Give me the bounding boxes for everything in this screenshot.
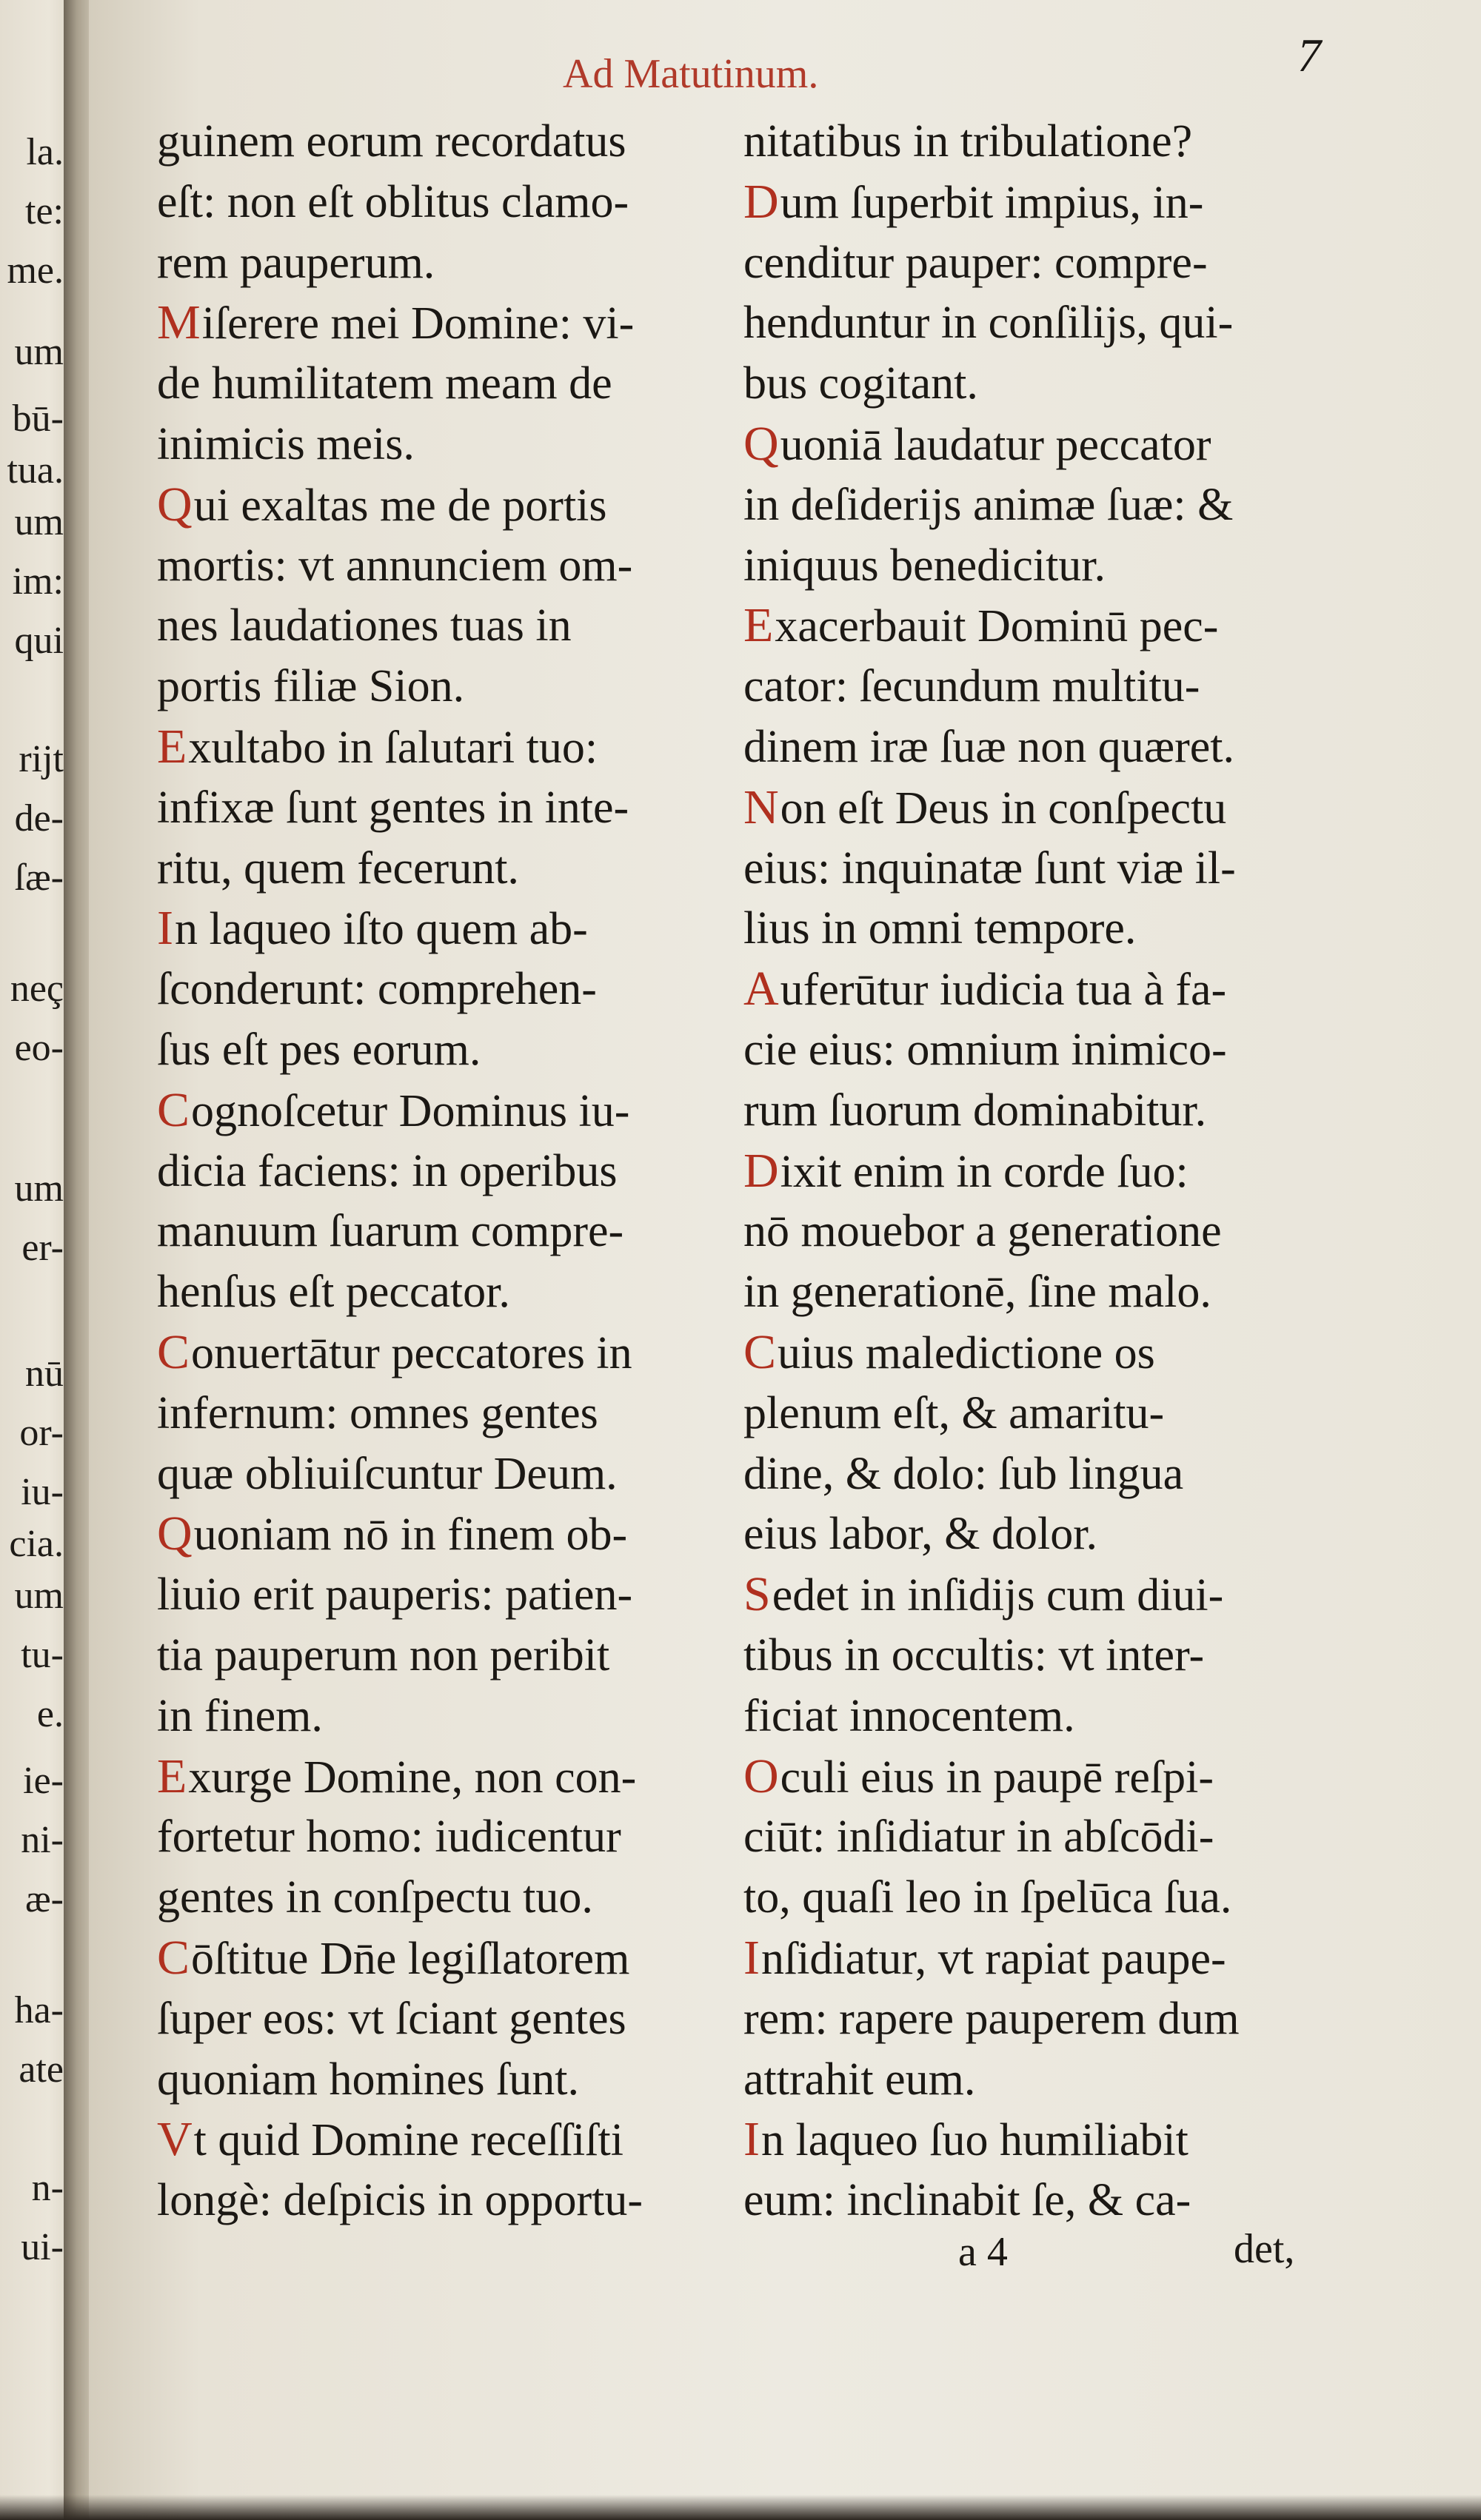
margin-fragment: um — [14, 1167, 64, 1210]
margin-fragment: qui — [14, 620, 64, 662]
line-text: dine, & dolo: ſub lingua — [743, 1448, 1184, 1499]
line-text: liuio erit pauperis: patien- — [157, 1569, 633, 1621]
line-text: eſt: non eſt oblitus clamo- — [157, 176, 629, 227]
line-text: quæ obliuiſcuntur Deum. — [157, 1448, 618, 1499]
rubricated-initial: D — [743, 1143, 779, 1198]
line-text: uferūtur iudicia tua à fa- — [780, 965, 1227, 1016]
line-text: gentes in conſpectu tuo. — [157, 1872, 593, 1923]
margin-fragment: um — [14, 331, 64, 373]
line-text: plenum eſt, & amaritu- — [743, 1387, 1165, 1438]
line-text: rum ſuorum dominabitur. — [743, 1085, 1207, 1136]
text-line — [157, 1141, 618, 1202]
line-text: nō mouebor a generatione — [743, 1206, 1222, 1257]
line-text: ixit enim in corde ſuo: — [780, 1146, 1189, 1197]
rubricated-initial: S — [743, 1567, 771, 1622]
line-text: in generationē, ſine malo. — [743, 1267, 1211, 1318]
line-text: dinem iræ ſuæ non quæret. — [743, 722, 1235, 772]
text-line — [157, 656, 464, 717]
margin-fragment: tua. — [7, 449, 64, 492]
line-text: edet in inſidijs cum diui- — [772, 1570, 1224, 1621]
line-text: in deſiderijs animæ ſuæ: & — [743, 479, 1234, 530]
text-line — [743, 898, 1136, 959]
line-text: xultabo in ſalutari tuo: — [188, 723, 598, 773]
text-line — [157, 1444, 618, 1504]
line-text: fortetur homo: iudicentur — [157, 1812, 621, 1863]
text-line — [157, 898, 588, 959]
text-line — [157, 1928, 629, 1988]
line-text: ſconderunt: comprehen- — [157, 964, 597, 1015]
line-text: um ſuperbit impius, in- — [780, 177, 1204, 228]
margin-fragment: ate — [19, 2048, 64, 2091]
line-text: eius labor, & dolor. — [743, 1509, 1097, 1560]
line-text: henſus eſt peccator. — [157, 1267, 510, 1318]
line-text: ficiat innocentem. — [743, 1690, 1075, 1741]
margin-fragment: ni- — [21, 1819, 64, 1861]
line-text: inimicis meis. — [157, 419, 415, 469]
text-line — [157, 1686, 323, 1746]
line-text: nes laudationes tuas in — [157, 600, 572, 651]
rubricated-initial: C — [157, 1931, 190, 1985]
margin-fragment: rijt — [19, 738, 64, 780]
line-text: ſus eſt pes eorum. — [157, 1025, 481, 1075]
text-line — [157, 1019, 481, 1080]
line-text: cie eius: omnium inimico- — [743, 1025, 1227, 1075]
line-text: to, quaſi leo in ſpelūca ſua. — [743, 1872, 1232, 1923]
text-line — [157, 353, 612, 414]
text-line — [743, 1686, 1075, 1746]
text-line — [157, 717, 598, 777]
rubricated-initial: E — [743, 598, 774, 653]
line-text: xacerbauit Dominū pec- — [775, 601, 1219, 652]
line-text: ſuper eos: vt ſciant gentes — [157, 1993, 626, 2044]
line-text: portis filiæ Sion. — [157, 661, 465, 712]
margin-fragment: nū — [25, 1353, 64, 1395]
rubricated-initial: O — [743, 1749, 779, 1803]
line-text: infernum: omnes gentes — [157, 1387, 598, 1438]
text-line — [157, 475, 607, 535]
line-text: cenditur pauper: compre- — [743, 237, 1208, 288]
text-line — [743, 595, 1218, 656]
text-line — [157, 1322, 632, 1383]
margin-fragment: la. — [26, 131, 64, 173]
margin-fragment: iu- — [21, 1471, 64, 1513]
margin-fragment: te: — [25, 190, 64, 232]
line-text: guinem eorum recordatus — [157, 116, 626, 167]
text-line — [743, 172, 1203, 232]
text-line — [157, 1564, 632, 1625]
line-text: henduntur in conſilijs, qui- — [743, 298, 1234, 349]
rubricated-initial: M — [157, 295, 201, 350]
margin-fragment: ha- — [14, 1989, 64, 2031]
line-text: quoniam homines ſunt. — [157, 2054, 580, 2105]
rubricated-initial: I — [743, 2112, 760, 2167]
rubricated-initial: Q — [743, 417, 779, 471]
text-line — [743, 353, 978, 414]
line-text: manuum ſuarum compre- — [157, 1206, 624, 1257]
margin-fragment: um — [14, 501, 64, 543]
text-line — [157, 777, 629, 838]
line-text: iniquus benedicitur. — [743, 540, 1106, 591]
rubricated-initial: E — [157, 720, 187, 774]
text-line — [743, 959, 1226, 1019]
margin-fragment: me. — [7, 249, 64, 292]
text-line — [157, 2109, 624, 2170]
line-text: infixæ ſunt gentes in inte- — [157, 782, 629, 833]
line-text: dicia faciens: in operibus — [157, 1145, 618, 1196]
margin-fragment: bū- — [12, 398, 64, 440]
rubricated-initial: C — [743, 1325, 777, 1379]
margin-fragment: n- — [31, 2167, 64, 2209]
text-line — [743, 292, 1233, 353]
rubricated-initial: Q — [157, 477, 193, 532]
running-head: Ad Matutinum. — [563, 51, 819, 97]
rubricated-initial: I — [743, 1931, 760, 1985]
margin-fragment: im: — [12, 560, 64, 603]
text-line — [743, 535, 1106, 596]
text-line — [743, 2109, 1189, 2170]
line-text: de humilitatem meam de — [157, 358, 612, 409]
line-text: ui exaltas me de portis — [193, 480, 607, 531]
line-text: eum: inclinabit ſe, & ca- — [743, 2175, 1191, 2226]
text-line — [743, 475, 1233, 535]
line-text: ciūt: inſidiatur in abſcōdi- — [743, 1812, 1214, 1863]
text-line — [157, 232, 435, 293]
text-line — [157, 1988, 626, 2049]
rubricated-initial: C — [157, 1082, 190, 1137]
line-text: eius: inquinatæ ſunt viæ il- — [743, 842, 1236, 894]
text-line — [157, 1261, 510, 1322]
line-text: ōſtitue Dn̄e legiſlatorem — [191, 1934, 630, 1984]
text-line — [743, 1201, 1222, 1261]
line-text: uoniā laudatur peccator — [780, 420, 1211, 470]
text-line — [743, 1564, 1223, 1625]
text-line — [743, 111, 1192, 172]
margin-fragment: cia. — [9, 1523, 64, 1565]
text-line — [157, 172, 629, 232]
text-line — [157, 838, 519, 899]
text-line — [743, 838, 1236, 899]
text-line — [743, 656, 1200, 717]
margin-fragment: neç — [10, 968, 64, 1010]
text-line — [743, 1019, 1227, 1080]
rubricated-initial: I — [157, 901, 173, 956]
text-line — [157, 2049, 579, 2110]
margin-fragment: or- — [19, 1412, 64, 1454]
text-line — [743, 1383, 1164, 1444]
text-line — [743, 2170, 1191, 2231]
line-text: tia pauperum non peribit — [157, 1630, 610, 1680]
text-line — [743, 1867, 1231, 1928]
margin-fragment: æ- — [25, 1878, 64, 1920]
text-line — [157, 1201, 624, 1261]
text-line — [743, 1080, 1206, 1141]
text-line — [743, 777, 1226, 838]
line-text: t quid Domine receſſiſti — [193, 2115, 624, 2166]
text-line — [157, 2170, 643, 2231]
text-line — [743, 232, 1208, 293]
line-text: ognoſcetur Dominus iu- — [191, 1085, 630, 1136]
text-line — [743, 414, 1211, 475]
line-text: on eſt Deus in conſpectu — [780, 783, 1227, 834]
line-text: attrahit eum. — [743, 2054, 976, 2105]
text-line — [157, 414, 415, 475]
rubricated-initial: V — [157, 2112, 193, 2167]
text-line — [157, 111, 626, 172]
text-line — [743, 1928, 1226, 1988]
line-text: cator: ſecundum multitu- — [743, 661, 1200, 712]
margin-fragment: ui- — [21, 2226, 64, 2268]
text-line — [743, 1444, 1183, 1504]
margin-fragment: um — [14, 1575, 64, 1617]
text-line — [157, 1080, 629, 1141]
line-text: culi eius in paupē reſpi- — [780, 1752, 1214, 1803]
signature-mark: a 4 — [958, 2229, 1008, 2275]
text-line — [157, 1867, 593, 1928]
line-text: ritu, quem fecerunt. — [157, 842, 519, 894]
text-line — [743, 1504, 1097, 1564]
text-line — [157, 1746, 636, 1807]
margin-fragment: e. — [36, 1693, 64, 1735]
line-text: longè: deſpicis in opportu- — [157, 2175, 643, 2226]
line-text: bus cogitant. — [743, 358, 978, 409]
text-line — [743, 717, 1234, 777]
text-line — [157, 595, 572, 656]
text-line — [157, 959, 597, 1019]
margin-fragment: ſæ- — [14, 857, 64, 899]
text-line — [743, 1322, 1155, 1383]
line-text: uoniam nō in finem ob- — [193, 1509, 628, 1561]
line-text: lius in omni tempore. — [743, 903, 1137, 954]
margin-fragment: ie- — [23, 1760, 64, 1802]
line-text: rem: rapere pauperem dum — [743, 1993, 1240, 2044]
text-line — [157, 1504, 627, 1564]
line-text: nitatibus in tribulatione? — [743, 116, 1193, 167]
margin-fragment: er- — [21, 1227, 64, 1269]
bottom-edge-shadow — [0, 2495, 1481, 2520]
line-text: mortis: vt annunciem om- — [157, 540, 633, 591]
line-text: tibus in occultis: vt inter- — [743, 1630, 1205, 1680]
line-text: nſidiatur, vt rapiat paupe- — [760, 1934, 1226, 1984]
text-line — [743, 1988, 1240, 2049]
text-line — [157, 535, 632, 596]
rubricated-initial: Q — [157, 1507, 193, 1561]
line-text: xurge Domine, non con- — [188, 1752, 637, 1803]
rubricated-initial: A — [743, 962, 779, 1016]
line-text: rem pauperum. — [157, 237, 435, 288]
rubricated-initial: D — [743, 174, 779, 229]
rubricated-initial: E — [157, 1749, 187, 1803]
margin-fragment: tu- — [21, 1634, 64, 1676]
text-line — [157, 1383, 598, 1444]
text-line — [157, 292, 634, 353]
line-text: iſerere mei Domine: vi- — [201, 298, 635, 349]
text-line — [743, 1141, 1189, 1202]
text-line — [743, 1806, 1214, 1867]
rubricated-initial: C — [157, 1325, 190, 1379]
text-line — [157, 1625, 609, 1686]
line-text: onuertātur peccatores in — [191, 1328, 632, 1378]
margin-fragment: de- — [14, 797, 64, 840]
line-text: n laqueo iſto quem ab- — [174, 904, 588, 955]
text-line — [743, 1625, 1204, 1686]
line-text: in finem. — [157, 1690, 323, 1741]
catchword: det, — [1234, 2226, 1295, 2272]
line-text: n laqueo ſuo humiliabit — [760, 2115, 1189, 2166]
text-line — [157, 1806, 621, 1867]
text-line — [743, 1261, 1211, 1322]
line-text: uius maledictione os — [778, 1328, 1155, 1378]
margin-fragment: eo- — [14, 1027, 64, 1069]
folio-number: 7 — [1297, 29, 1321, 81]
text-line — [743, 1746, 1214, 1807]
rubricated-initial: N — [743, 780, 779, 834]
text-line — [743, 2049, 975, 2110]
